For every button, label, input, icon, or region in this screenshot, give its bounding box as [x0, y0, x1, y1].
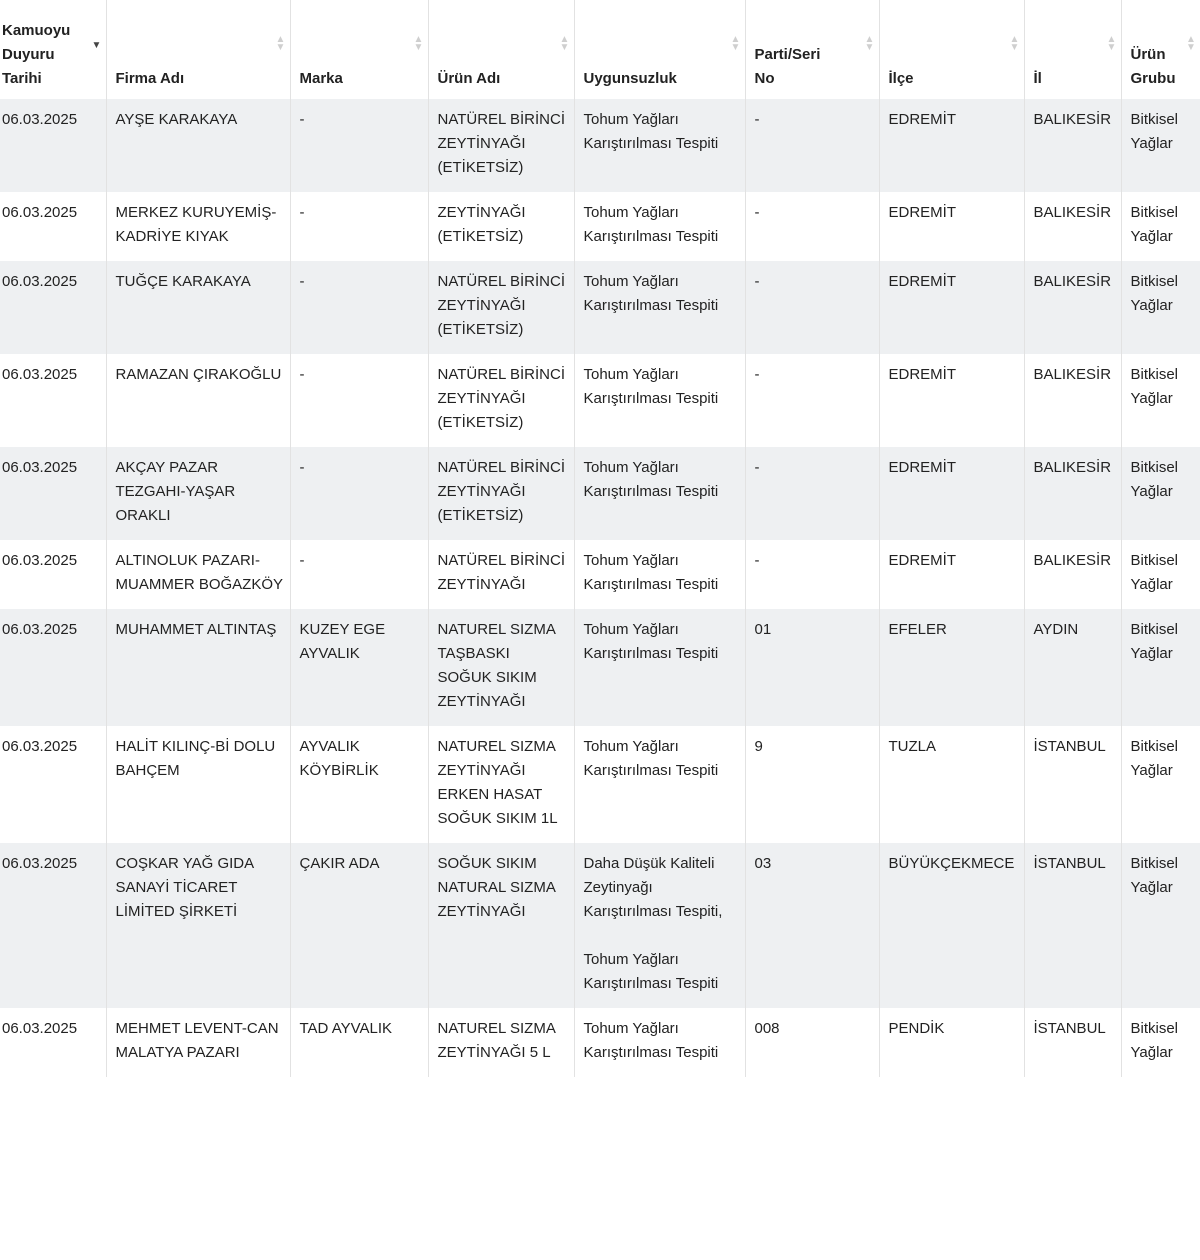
- cell-product-name: NATÜREL BİRİNCİ ZEYTİNYAĞI (ETİKETSİZ): [428, 447, 574, 540]
- column-header-nonconformity[interactable]: [574, 0, 745, 99]
- cell-district: EDREMİT: [879, 261, 1024, 354]
- cell-nonconformity: Tohum Yağları Karıştırılması Tespiti: [574, 192, 745, 261]
- column-header-label: Uygunsuzluk: [583, 70, 677, 87]
- column-header-product-name[interactable]: [428, 0, 574, 99]
- column-header-announcement-date[interactable]: [0, 0, 106, 99]
- cell-nonconformity: Tohum Yağları Karıştırılması Tespiti: [574, 726, 745, 843]
- cell-province: İSTANBUL: [1024, 843, 1121, 1008]
- cell-batch-no: -: [745, 261, 879, 354]
- cell-district: EDREMİT: [879, 99, 1024, 192]
- cell-product-group: Bitkisel Yağlar: [1121, 843, 1200, 1008]
- cell-nonconformity: Tohum Yağları Karıştırılması Tespiti: [574, 99, 745, 192]
- cell-district: PENDİK: [879, 1008, 1024, 1077]
- cell-announcement-date: 06.03.2025: [0, 261, 106, 354]
- sort-icon[interactable]: ▲ ▼: [1106, 34, 1117, 53]
- cell-company-name: MEHMET LEVENT-CAN MALATYA PAZARI: [106, 1008, 290, 1077]
- cell-company-name: COŞKAR YAĞ GIDA SANAYİ TİCARET LİMİTED ŞİRKETİ: [106, 843, 290, 1008]
- column-header-label: Marka: [299, 70, 343, 87]
- cell-product-group: Bitkisel Yağlar: [1121, 447, 1200, 540]
- cell-product-group: Bitkisel Yağlar: [1121, 726, 1200, 843]
- sort-icon[interactable]: ▲ ▼: [1186, 34, 1196, 53]
- sort-icon[interactable]: ▲ ▼: [1009, 34, 1020, 53]
- cell-batch-no: 9: [745, 726, 879, 843]
- cell-company-name: MUHAMMET ALTINTAŞ: [106, 609, 290, 726]
- cell-batch-no: 008: [745, 1008, 879, 1077]
- cell-brand: AYVALIK KÖYBİRLİK: [290, 726, 428, 843]
- cell-nonconformity: Tohum Yağları Karıştırılması Tespiti: [574, 354, 745, 447]
- table-row: [0, 354, 1200, 447]
- sort-icon[interactable]: ▲ ▼: [730, 34, 741, 53]
- column-header-label: İlçe: [888, 70, 914, 87]
- header-row: [0, 0, 1200, 99]
- cell-province: BALIKESİR: [1024, 447, 1121, 540]
- cell-product-name: NATUREL SIZMA TAŞBASKI SOĞUK SIKIM ZEYTİNYAĞI: [428, 609, 574, 726]
- cell-batch-no: -: [745, 99, 879, 192]
- column-header-label: Ürün Adı: [437, 70, 501, 87]
- table-row: [0, 1008, 1200, 1077]
- cell-announcement-date: 06.03.2025: [0, 99, 106, 192]
- cell-brand: -: [290, 354, 428, 447]
- cell-district: BÜYÜKÇEKMECE: [879, 843, 1024, 1008]
- cell-brand: -: [290, 447, 428, 540]
- cell-batch-no: 03: [745, 843, 879, 1008]
- cell-province: AYDIN: [1024, 609, 1121, 726]
- table-row: [0, 192, 1200, 261]
- table-row: [0, 609, 1200, 726]
- cell-nonconformity: Daha Düşük Kaliteli Zeytinyağı Karıştırılması Tespiti, Tohum Yağları Karıştırılması Tespiti: [574, 843, 745, 1008]
- cell-batch-no: -: [745, 192, 879, 261]
- cell-announcement-date: 06.03.2025: [0, 609, 106, 726]
- column-header-company-name[interactable]: [106, 0, 290, 99]
- cell-company-name: HALİT KILINÇ-Bİ DOLU BAHÇEM: [106, 726, 290, 843]
- column-header-district[interactable]: [879, 0, 1024, 99]
- cell-product-name: NATÜREL BİRİNCİ ZEYTİNYAĞI (ETİKETSİZ): [428, 354, 574, 447]
- cell-product-name: NATÜREL BİRİNCİ ZEYTİNYAĞI (ETİKETSİZ): [428, 261, 574, 354]
- cell-nonconformity: Tohum Yağları Karıştırılması Tespiti: [574, 540, 745, 609]
- table-row: [0, 261, 1200, 354]
- column-header-province[interactable]: [1024, 0, 1121, 99]
- table-header: [0, 0, 1200, 99]
- sort-icon[interactable]: ▲ ▼: [275, 34, 286, 53]
- cell-company-name: TUĞÇE KARAKAYA: [106, 261, 290, 354]
- cell-product-group: Bitkisel Yağlar: [1121, 540, 1200, 609]
- cell-product-name: NATUREL SIZMA ZEYTİNYAĞI ERKEN HASAT SOĞUK SIKIM 1L: [428, 726, 574, 843]
- cell-batch-no: -: [745, 354, 879, 447]
- cell-announcement-date: 06.03.2025: [0, 726, 106, 843]
- cell-district: EDREMİT: [879, 540, 1024, 609]
- table-row: [0, 843, 1200, 1008]
- cell-product-name: SOĞUK SIKIM NATURAL SIZMA ZEYTİNYAĞI: [428, 843, 574, 1008]
- cell-brand: -: [290, 540, 428, 609]
- cell-brand: TAD AYVALIK: [290, 1008, 428, 1077]
- cell-batch-no: 01: [745, 609, 879, 726]
- cell-province: BALIKESİR: [1024, 540, 1121, 609]
- cell-product-name: NATUREL SIZMA ZEYTİNYAĞI 5 L: [428, 1008, 574, 1077]
- cell-batch-no: -: [745, 540, 879, 609]
- cell-announcement-date: 06.03.2025: [0, 192, 106, 261]
- cell-district: EFELER: [879, 609, 1024, 726]
- cell-company-name: RAMAZAN ÇIRAKOĞLU: [106, 354, 290, 447]
- cell-brand: -: [290, 192, 428, 261]
- column-header-label: Ürün Grubu: [1130, 46, 1176, 87]
- cell-brand: ÇAKIR ADA: [290, 843, 428, 1008]
- cell-district: EDREMİT: [879, 447, 1024, 540]
- cell-district: TUZLA: [879, 726, 1024, 843]
- cell-product-group: Bitkisel Yağlar: [1121, 354, 1200, 447]
- cell-product-group: Bitkisel Yağlar: [1121, 261, 1200, 354]
- column-header-label: Parti/Seri No: [754, 46, 821, 87]
- column-header-label: İl: [1033, 70, 1042, 87]
- cell-product-name: ZEYTİNYAĞI (ETİKETSİZ): [428, 192, 574, 261]
- cell-announcement-date: 06.03.2025: [0, 843, 106, 1008]
- cell-district: EDREMİT: [879, 354, 1024, 447]
- cell-nonconformity: Tohum Yağları Karıştırılması Tespiti: [574, 261, 745, 354]
- sort-icon[interactable]: ▲ ▼: [864, 34, 875, 53]
- cell-nonconformity: Tohum Yağları Karıştırılması Tespiti: [574, 609, 745, 726]
- cell-product-group: Bitkisel Yağlar: [1121, 609, 1200, 726]
- column-header-label: Firma Adı: [115, 70, 185, 87]
- table-row: [0, 540, 1200, 609]
- cell-company-name: AKÇAY PAZAR TEZGAHI-YAŞAR ORAKLI: [106, 447, 290, 540]
- table-row: [0, 726, 1200, 843]
- cell-province: BALIKESİR: [1024, 261, 1121, 354]
- cell-product-group: Bitkisel Yağlar: [1121, 192, 1200, 261]
- cell-announcement-date: 06.03.2025: [0, 447, 106, 540]
- cell-product-group: Bitkisel Yağlar: [1121, 99, 1200, 192]
- cell-announcement-date: 06.03.2025: [0, 354, 106, 447]
- table-row: [0, 99, 1200, 192]
- column-header-batch-no[interactable]: [745, 0, 879, 99]
- sort-desc-icon[interactable]: ▼: [91, 40, 102, 51]
- cell-province: BALIKESİR: [1024, 99, 1121, 192]
- cell-batch-no: -: [745, 447, 879, 540]
- cell-product-name: NATÜREL BİRİNCİ ZEYTİNYAĞI: [428, 540, 574, 609]
- column-header-brand[interactable]: [290, 0, 428, 99]
- cell-province: İSTANBUL: [1024, 1008, 1121, 1077]
- cell-announcement-date: 06.03.2025: [0, 1008, 106, 1077]
- cell-product-group: Bitkisel Yağlar: [1121, 1008, 1200, 1077]
- cell-nonconformity: Tohum Yağları Karıştırılması Tespiti: [574, 447, 745, 540]
- cell-product-name: NATÜREL BİRİNCİ ZEYTİNYAĞI (ETİKETSİZ): [428, 99, 574, 192]
- cell-company-name: MERKEZ KURUYEMİŞ-KADRİYE KIYAK: [106, 192, 290, 261]
- column-header-label: Kamuoyu Duyuru Tarihi: [2, 22, 71, 87]
- sort-icon[interactable]: ▲ ▼: [559, 34, 570, 53]
- cell-district: EDREMİT: [879, 192, 1024, 261]
- cell-province: BALIKESİR: [1024, 192, 1121, 261]
- cell-brand: KUZEY EGE AYVALIK: [290, 609, 428, 726]
- table-body: [0, 99, 1200, 1077]
- cell-company-name: ALTINOLUK PAZARI-MUAMMER BOĞAZKÖY: [106, 540, 290, 609]
- table-row: [0, 447, 1200, 540]
- cell-brand: -: [290, 99, 428, 192]
- cell-province: İSTANBUL: [1024, 726, 1121, 843]
- sort-icon[interactable]: ▲ ▼: [413, 34, 424, 53]
- cell-brand: -: [290, 261, 428, 354]
- cell-company-name: AYŞE KARAKAYA: [106, 99, 290, 192]
- cell-announcement-date: 06.03.2025: [0, 540, 106, 609]
- cell-province: BALIKESİR: [1024, 354, 1121, 447]
- column-header-product-group[interactable]: [1121, 0, 1200, 99]
- cell-nonconformity: Tohum Yağları Karıştırılması Tespiti: [574, 1008, 745, 1077]
